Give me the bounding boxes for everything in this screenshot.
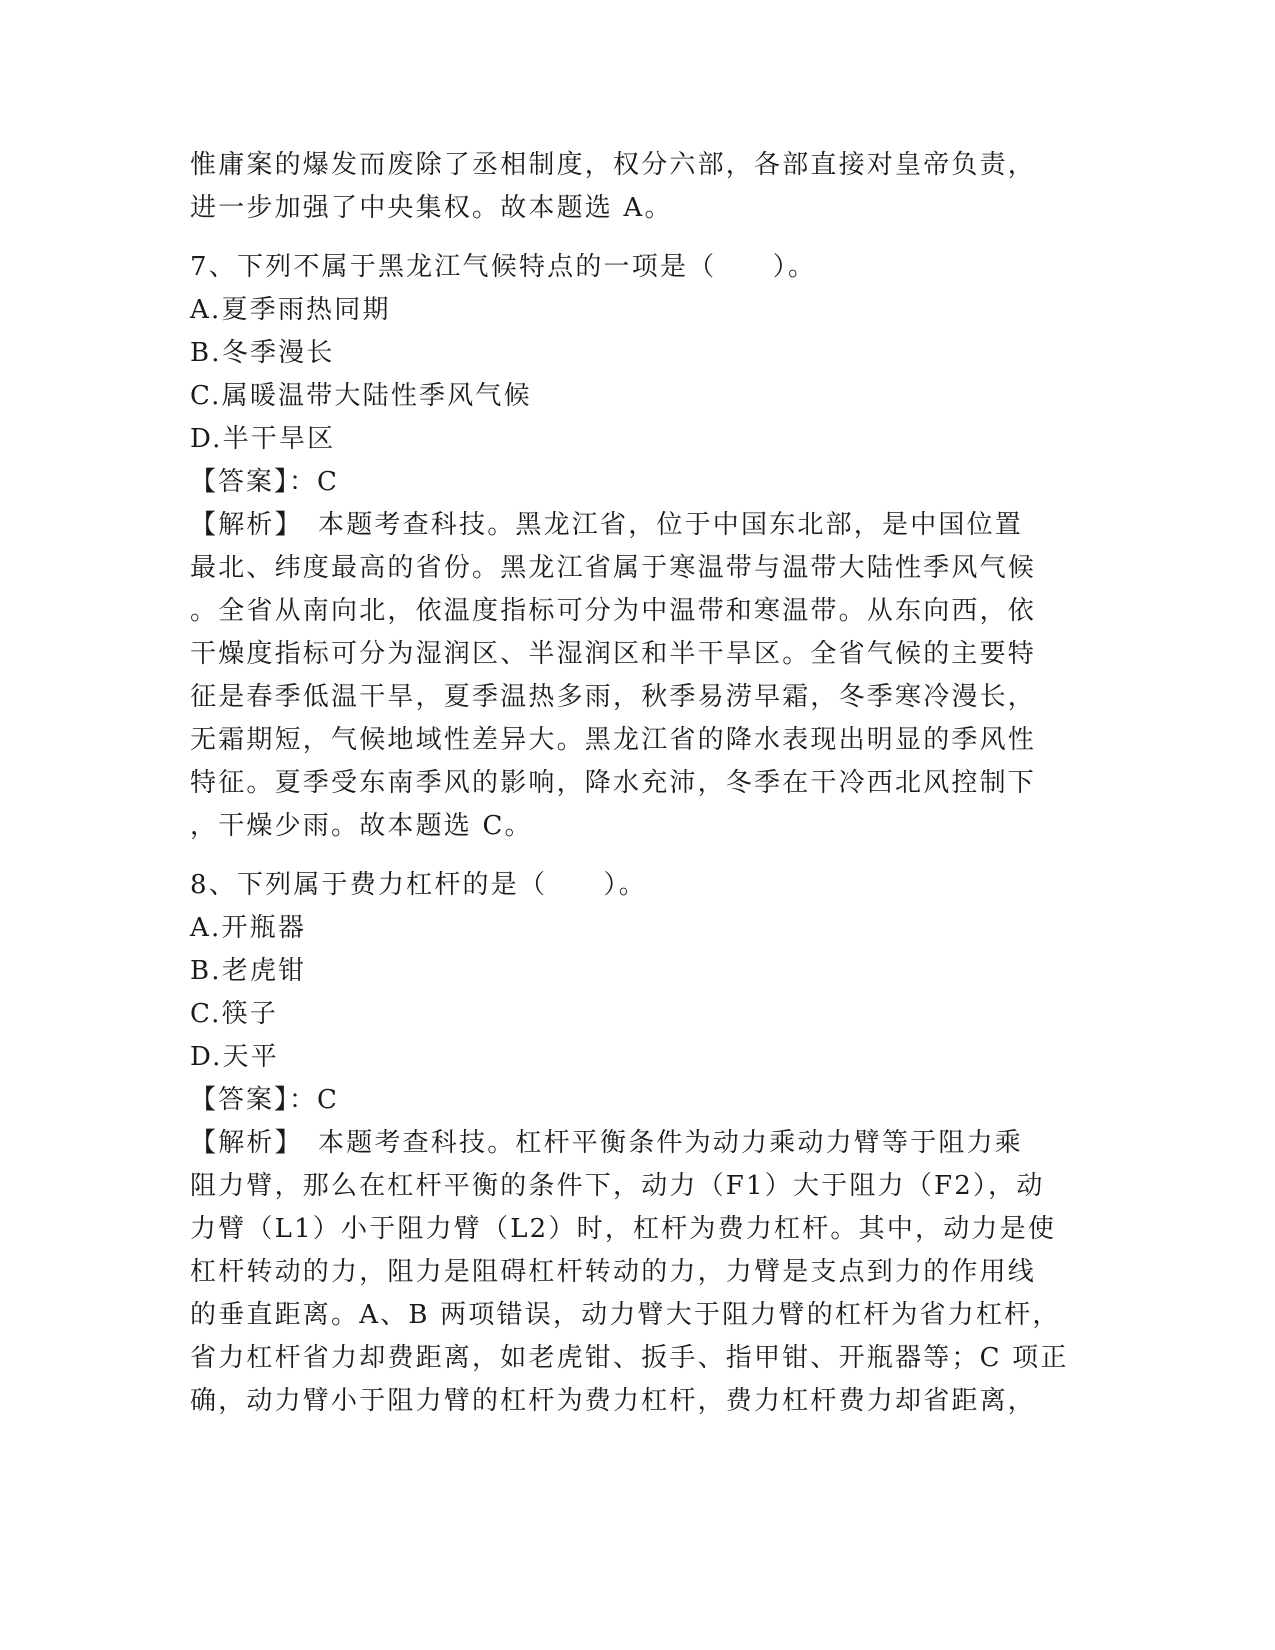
question-stem: 7、下列不属于黑龙江气候特点的一项是（ ）。 <box>190 252 817 282</box>
option-a: A.夏季雨热同期 <box>190 295 391 325</box>
analysis-block <box>190 504 1090 848</box>
question-stem: 8、下列属于费力杠杆的是（ ）。 <box>190 870 647 900</box>
analysis-line: 阻力臂，那么在杠杆平衡的条件下，动力（F1）大于阻力（F2），动 <box>190 1171 1045 1201</box>
option-b: B.冬季漫长 <box>190 338 335 368</box>
analysis-line: 力臂（L1）小于阻力臂（L2）时，杠杆为费力杠杆。其中，动力是使 <box>190 1214 1057 1244</box>
option-b: B.老虎钳 <box>190 956 307 986</box>
analysis-line: ，干燥少雨。故本题选 C。 <box>190 811 533 841</box>
option-d: D.半干旱区 <box>190 424 336 454</box>
option-a: A.开瓶器 <box>190 913 307 943</box>
spacer <box>190 230 1090 246</box>
analysis-line: 干燥度指标可分为湿润区、半湿润区和半干旱区。全省气候的主要特 <box>190 639 1037 669</box>
intro-paragraph <box>190 144 1090 230</box>
analysis-line: 杠杆转动的力，阻力是阻碍杠杆转动的力，力臂是支点到力的作用线 <box>190 1257 1037 1287</box>
spacer <box>190 848 1090 864</box>
analysis-line: 无霜期短，气候地域性差异大。黑龙江省的降水表现出明显的季风性 <box>190 725 1037 755</box>
analysis-line: 征是春季低温干旱，夏季温热多雨，秋季易涝早霜，冬季寒冷漫长， <box>190 682 1037 712</box>
analysis-line: 的垂直距离。A、B 两项错误，动力臂大于阻力臂的杠杆为省力杠杆， <box>190 1300 1061 1330</box>
answer-line: 【答案】：C <box>190 467 339 497</box>
analysis-line: 特征。夏季受东南季风的影响，降水充沛，冬季在干冷西北风控制下 <box>190 768 1037 798</box>
text-line: 进一步加强了中央集权。故本题选 A。 <box>190 193 673 223</box>
question-8 <box>190 864 1090 1423</box>
option-d: D.天平 <box>190 1042 279 1072</box>
text-line: 惟庸案的爆发而废除了丞相制度，权分六部，各部直接对皇帝负责， <box>190 150 1037 180</box>
analysis-line: 【解析】 本题考查科技。杠杆平衡条件为动力乘动力臂等于阻力乘 <box>190 1128 1024 1158</box>
analysis-line: 。全省从南向北，依温度指标可分为中温带和寒温带。从东向西，依 <box>190 596 1037 626</box>
question-7 <box>190 246 1090 848</box>
analysis-line: 最北、纬度最高的省份。黑龙江省属于寒温带与温带大陆性季风气候 <box>190 553 1037 583</box>
answer-line: 【答案】：C <box>190 1085 339 1115</box>
option-c: C.属暖温带大陆性季风气候 <box>190 381 532 411</box>
analysis-block <box>190 1122 1090 1423</box>
analysis-line: 确，动力臂小于阻力臂的杠杆为费力杠杆，费力杠杆费力却省距离， <box>190 1386 1037 1416</box>
document-page <box>190 144 1090 1423</box>
analysis-line: 【解析】 本题考查科技。黑龙江省，位于中国东北部，是中国位置 <box>190 510 1024 540</box>
option-c: C.筷子 <box>190 999 279 1029</box>
analysis-line: 省力杠杆省力却费距离，如老虎钳、扳手、指甲钳、开瓶器等；C 项正 <box>190 1343 1069 1373</box>
